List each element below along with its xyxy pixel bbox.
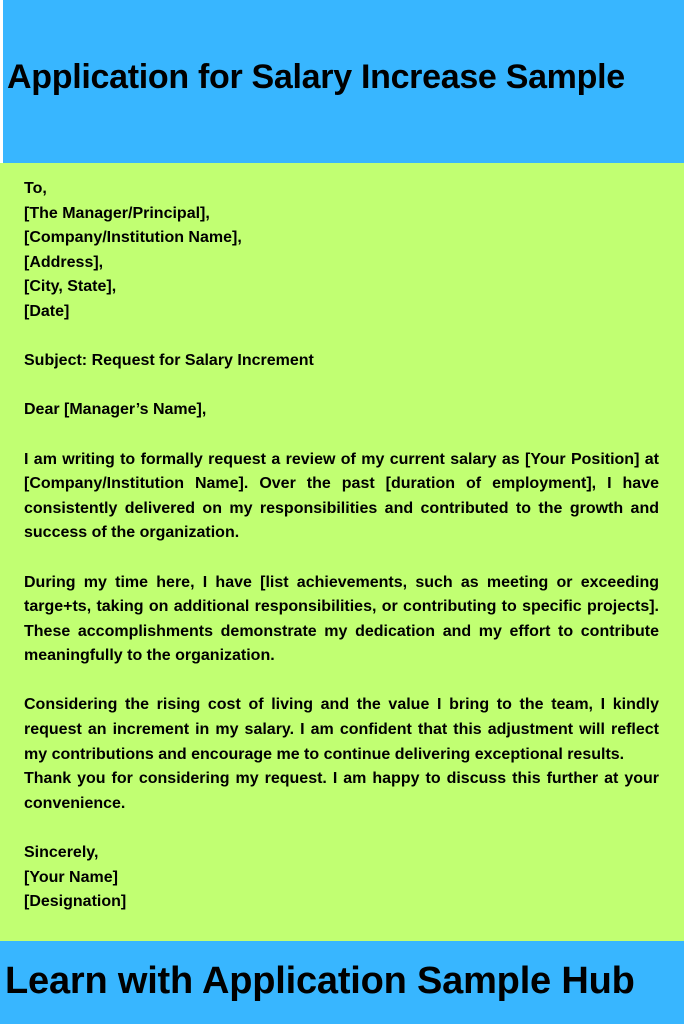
letter-closing: Sincerely, bbox=[24, 844, 99, 862]
signature-designation: [Designation] bbox=[24, 893, 127, 911]
spacer bbox=[24, 374, 659, 399]
letter-salutation: Dear [Manager’s Name], bbox=[24, 401, 207, 419]
spacer bbox=[24, 669, 659, 694]
spacer bbox=[24, 423, 659, 448]
address-line-recipient: [The Manager/Principal], bbox=[24, 204, 210, 222]
address-line-company: [Company/Institution Name], bbox=[24, 229, 242, 247]
letter-panel bbox=[0, 163, 684, 941]
spacer bbox=[24, 546, 659, 571]
address-line-date: [Date] bbox=[24, 302, 70, 320]
spacer bbox=[24, 816, 659, 841]
letter-paragraph-request: Considering the rising cost of living and the value I bring to the team, I kindly request an increment in my salary. I am confident that this adjustment will reflect my contributions and encourage me to continue delivering exceptional results. bbox=[24, 696, 659, 763]
footer-banner bbox=[0, 941, 684, 1024]
signature-name: [Your Name] bbox=[24, 868, 118, 886]
address-line-address: [Address], bbox=[24, 253, 104, 271]
letter-paragraph-achievements: During my time here, I have [list achievements, such as meeting or exceeding targe+ts, taking on additional responsibilities, or contributing to specific projects]. These accomplishments demonstrate my dedication and my effort to contribute meaningfully to the organization. bbox=[24, 573, 659, 665]
letter-subject: Subject: Request for Salary Increment bbox=[24, 352, 314, 370]
page-title: Application for Salary Increase Sample bbox=[7, 58, 625, 96]
letter-body bbox=[24, 177, 659, 915]
spacer bbox=[24, 325, 659, 350]
letter-paragraph-thanks: Thank you for considering my request. I am happy to discuss this further at your convenience. bbox=[24, 770, 659, 812]
footer-text: Learn with Application Sample Hub bbox=[5, 960, 635, 1002]
address-line-city: [City, State], bbox=[24, 278, 117, 296]
title-banner bbox=[3, 0, 684, 163]
address-line-to: To, bbox=[24, 180, 47, 197]
letter-paragraph-intro: I am writing to formally request a review of my current salary as [Your Position] at [Company/Institution Name]. Over the past [duration of employment], I have consistently delivered on my responsibilities and contributed to the growth and success of the organization. bbox=[24, 450, 659, 542]
